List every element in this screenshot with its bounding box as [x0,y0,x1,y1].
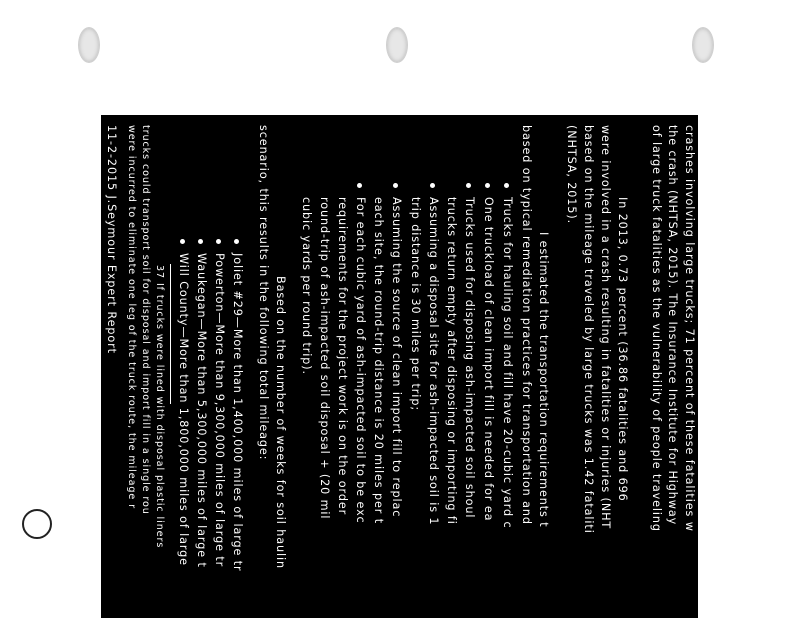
list-item: trip distance is 30 miles per trip; [409,197,422,411]
footnote-rule [170,264,171,404]
list-item: Waukegan—More than 5,300,000 miles of large t [195,253,208,568]
list-item: For each cubic yard of ash-impacted soil to be exc [354,197,367,524]
body-line: Based on the number of weeks for soil haulin [274,276,287,569]
body-line: I estimated the transportation requirements t [537,232,550,528]
list-item: cubic yards per round trip). [300,197,313,376]
bullet-dot [357,183,362,188]
bullet-dot [430,183,435,188]
list-item: Joliet #29—More than 1,400,000 miles of large tr [231,253,244,572]
body-line: based on typical remediation practices for transportation and [520,125,533,525]
list-item: requirements for the project work is on the order [336,197,349,516]
margin-circle-mark [22,509,52,539]
body-line: crashes involving large trucks; 71 percent of these fatalities w [683,125,696,532]
body-line: scenario, this results in the following total mileage: [257,125,270,461]
bullet-dot [504,183,509,188]
body-line: In 2013, 0.73 percent (36.86 fatalities and 696 [616,197,629,502]
list-item: Trucks for hauling soil and fill have 20-cubic yard c [501,197,514,529]
list-item: Powerton—More than 9,300,000 miles of large tr [213,253,226,568]
list-item: Trucks used for disposing ash-impacted soil shoul [463,197,476,519]
binder-hole-left [78,27,100,63]
footnote-line: were incurred to eliminate one leg of the truck route, the mileage r [126,125,137,509]
bullet-dot [466,183,471,188]
footnote-line: 37 If trucks were lined with disposal plastic liners [154,265,165,549]
list-item: Will County—More than 1,800,000 miles of large [177,253,190,566]
page-footer: 11-2-2015 J.Seymour Expert Report [105,125,118,354]
bullet-dot [198,239,203,244]
inverted-document-page [101,115,698,618]
body-line: the crash (NHTSA, 2015). The Insurance Institute for Highway [666,125,679,526]
bullet-dot [393,183,398,188]
body-line: of large truck fatalities as the vulnerability of people traveling [650,125,663,532]
list-item: One truckload of clean import fill is needed for ea [482,197,495,522]
bullet-dot [234,239,239,244]
body-line: based on the mileage traveled by large trucks was 1.42 fataliti [582,125,595,534]
footnote-line: trucks could transport soil for disposal and import fill in a single rou [140,125,151,515]
list-item: round-trip of ash-impacted soil disposal + (20 mil [318,197,331,520]
list-item: each site, the round-trip distance is 20 miles per t [372,197,385,524]
list-item: trucks return empty after disposing or importing fi [445,197,458,525]
rotated-page-text [101,115,698,618]
body-line: (NHTSA, 2015). [565,125,578,225]
binder-hole-middle [386,27,408,63]
bullet-dot [180,239,185,244]
bullet-dot [216,239,221,244]
body-line: were involved in a crash resulting in fatalities or injuries (NHT [599,125,612,530]
list-item: Assuming the source of clean import fill to replac [390,197,403,518]
binder-hole-right [692,27,714,63]
bullet-dot [485,183,490,188]
list-item: Assuming a disposal site for ash-impacted soil is 1 [427,197,440,526]
